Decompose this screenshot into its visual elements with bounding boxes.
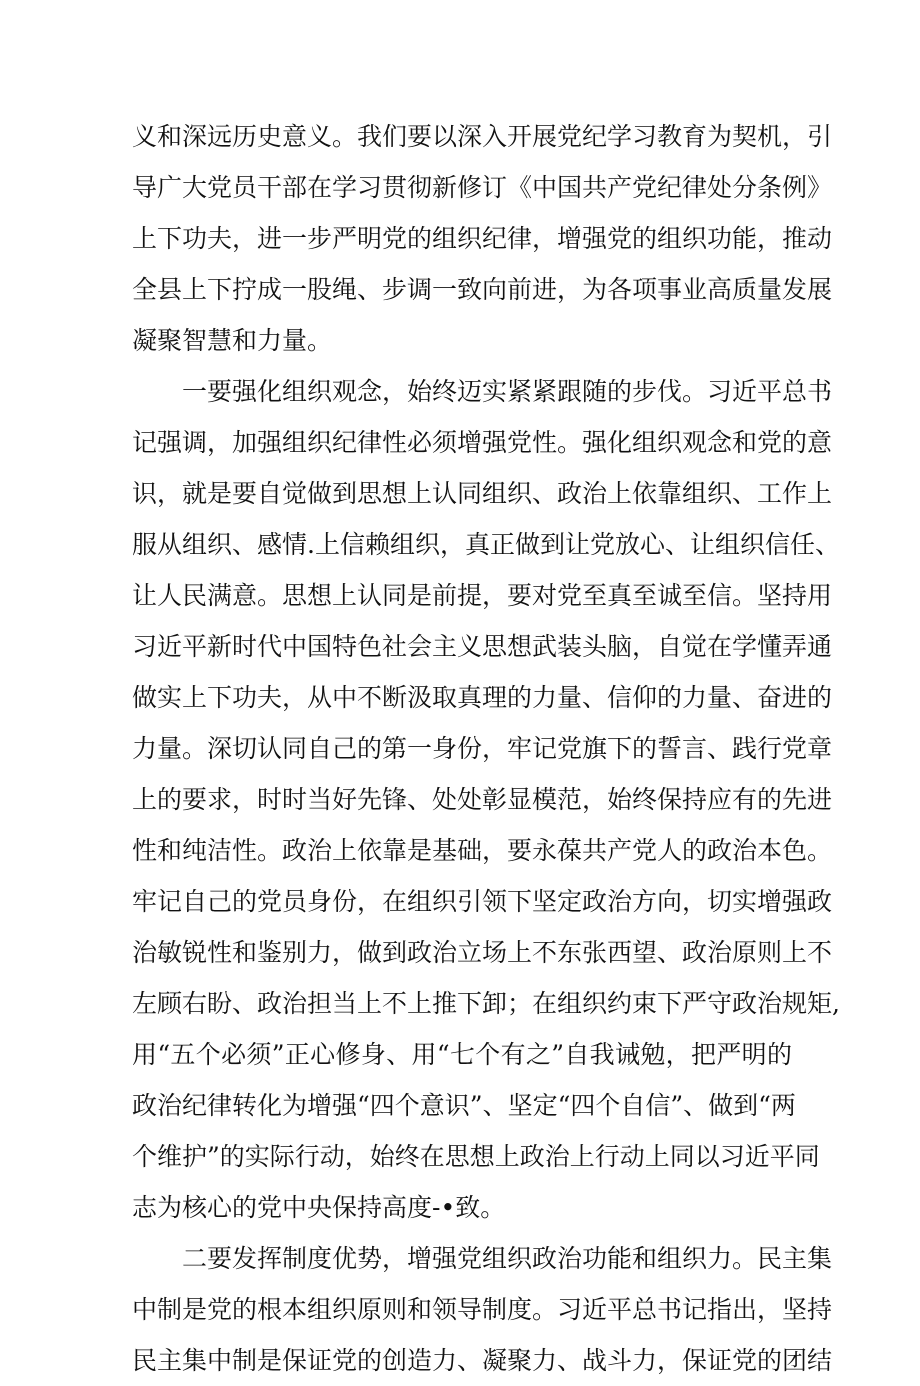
paragraph-2-line-2: 记强调，加强组织纪律性必须增强党性。强化组织观念和党的意 bbox=[132, 428, 833, 457]
paragraph-2-line-3: 识，就是要自觉做到思想上认同组织、政治上依靠组织、工作上 bbox=[132, 479, 833, 508]
paragraph-2-line-13: 左顾右盼、政治担当上不上推下卸；在组织约束下严守政治规矩, bbox=[132, 989, 840, 1018]
paragraph-2-line-14: 用“五个必须”正心修身、用“七个有之”自我诫勉，把严明的 bbox=[132, 1040, 792, 1069]
paragraph-2-line-8: 力量。深切认同自己的第一身份，牢记党旗下的誓言、践行党章 bbox=[132, 734, 833, 763]
paragraph-2-line-7: 做实上下功夫，从中不断汲取真理的力量、信仰的力量、奋进的 bbox=[132, 683, 833, 712]
paragraph-2-line-17: 志为核心的党中央保持高度-•致。 bbox=[132, 1193, 506, 1222]
paragraph-2-line-12: 治敏锐性和鉴别力，做到政治立场上不东张西望、政治原则上不 bbox=[132, 938, 833, 967]
paragraph-2-line-5: 让人民满意。思想上认同是前提，要对党至真至诚至信。坚持用 bbox=[132, 581, 833, 610]
paragraph-2-line-16: 个维护”的实际行动，始终在思想上政治上行动上同以习近平同 bbox=[132, 1142, 820, 1171]
paragraph-3-line-2: 中制是党的根本组织原则和领导制度。习近平总书记指出，坚持 bbox=[132, 1295, 833, 1324]
paragraph-2-line-1: 一要强化组织观念，始终迈实紧紧跟随的步伐。习近平总书 bbox=[182, 377, 833, 406]
paragraph-1-line-2: 导广大党员干部在学习贯彻新修订《中国共产党纪律处分条例》 bbox=[132, 173, 833, 202]
paragraph-2-line-15: 政治纪律转化为增强“四个意识”、坚定“四个自信”、做到“两 bbox=[132, 1091, 796, 1120]
paragraph-2-line-9: 上的要求，时时当好先锋、处处彰显模范，始终保持应有的先进 bbox=[132, 785, 833, 814]
paragraph-2-line-6: 习近平新时代中国特色社会主义思想武装头脑，自觉在学懂弄通 bbox=[132, 632, 833, 661]
paragraph-1-line-4: 全县上下拧成一股绳、步调一致向前进，为各项事业高质量发展 bbox=[132, 275, 833, 304]
paragraph-1-line-1: 义和深远历史意义。我们要以深入开展党纪学习教育为契机，引 bbox=[132, 122, 833, 151]
paragraph-2-line-11: 牢记自己的党员身份，在组织引领下坚定政治方向，切实增强政 bbox=[132, 887, 833, 916]
paragraph-1-line-3: 上下功夫，进一步严明党的组织纪律，增强党的组织功能，推动 bbox=[132, 224, 833, 253]
paragraph-3-line-1: 二要发挥制度优势，增强党组织政治功能和组织力。民主集 bbox=[182, 1244, 833, 1273]
paragraph-2-line-4: 服从组织、感情.上信赖组织，真正做到让党放心、让组织信任、 bbox=[132, 530, 840, 559]
paragraph-2-line-10: 性和纯洁性。政治上依靠是基础，要永葆共产党人的政治本色。 bbox=[132, 836, 833, 865]
document-body bbox=[132, 111, 840, 1386]
paragraph-1-line-5: 凝聚智慧和力量。 bbox=[132, 326, 333, 355]
paragraph-3-line-3: 民主集中制是保证党的创造力、凝聚力、战斗力，保证党的团结 bbox=[132, 1346, 833, 1375]
